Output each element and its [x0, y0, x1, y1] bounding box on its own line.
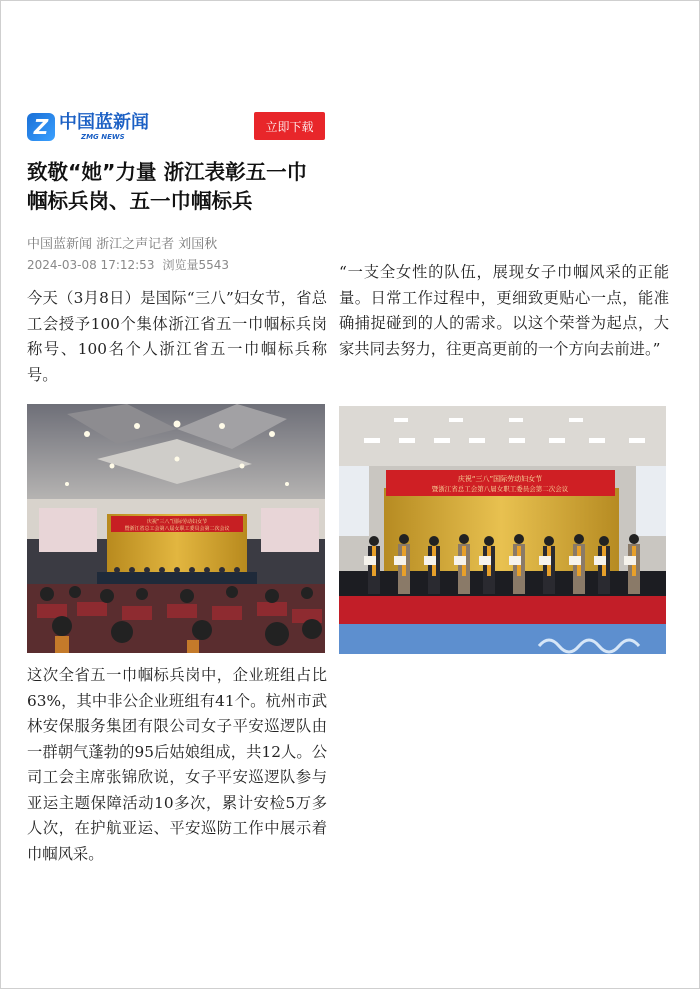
article-title: 致敬“她”力量 浙江表彰五一巾帼标兵岗、五一巾帼标兵 [27, 160, 308, 213]
article-paragraph: 这次全省五一巾帼标兵岗中，企业班组占比63%，其中非公企业班组有41个。杭州市武林安保服务集团有限公司女子平安巡逻队由一群朝气蓬勃的95后姑娘组成，共12人。公司工会主席张锦欣说，女子平安巡逻队参与亚运主题保障活动10多次，累计安检5万多人次，在护航亚运、平安巡防工作中展示着巾帼风采。 [27, 666, 327, 863]
download-button[interactable]: 立即下载 [254, 112, 325, 140]
brand-logo[interactable] [27, 111, 149, 143]
brand-name: 中国蓝新闻 [59, 111, 149, 133]
article-datetime: 2024-03-08 17:12:53 [27, 258, 155, 272]
banner2-line1: 庆祝“三八”国际劳动妇女节 [457, 475, 543, 483]
article-quote: “一支全女性的队伍，展现女子巾帼风采的正能量。日常工作过程中，更细致更贴心一点，能准确捕捉碰到的人的需求。以这个荣誉为起点，大家共同去努力，往更高更前的一个方向去前进。” [339, 263, 669, 358]
brand-subname: ZMG NEWS [81, 132, 125, 141]
banner1-line2: 暨浙江省总工会第八届女职工委员会第二次会议 [124, 526, 230, 532]
article-meta [27, 256, 237, 273]
banner1-line1: 庆祝“三八”国际劳动妇女节 [146, 519, 208, 525]
banner2-line2: 暨浙江省总工会第八届女职工委员会第二次会议 [431, 485, 569, 493]
view-count: 浏览量5543 [162, 258, 229, 272]
article-paragraph: 今天（3月8日）是国际“三八”妇女节，省总工会授予100个集体浙江省五一巾帼标兵岗称号、100名个人浙江省五一巾帼标兵称号。 [27, 289, 327, 384]
article-byline: 中国蓝新闻 浙江之声记者 刘国秋 [27, 237, 218, 252]
z-logo-icon: Z [27, 113, 55, 141]
app-header [27, 111, 325, 143]
conference-hall-photo[interactable] [27, 404, 325, 653]
award-stage-photo[interactable] [339, 406, 666, 654]
